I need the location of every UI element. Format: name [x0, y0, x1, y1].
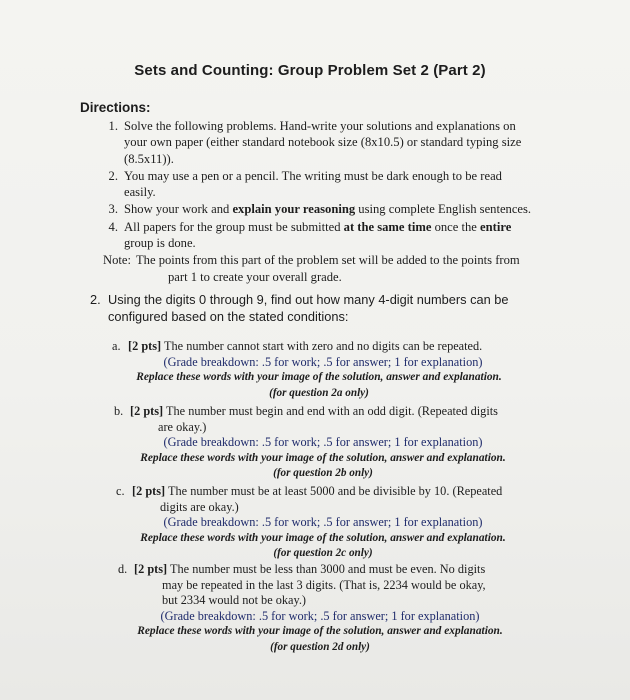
question-2a: a. [2 pts] The number cannot start with zero and no digits can be repeated. (Grade breakdown: .5 for work; .5 for answer; 1 for explanation) Replace these words with your image of the solution, answer and explanation. (for question 2a only): [112, 339, 526, 401]
grade-breakdown: (Grade breakdown: .5 for work; .5 for answer; 1 for explanation): [163, 354, 483, 369]
grade-breakdown: (Grade breakdown: .5 for work; .5 for answer; 1 for explanation): [163, 435, 483, 450]
direction-item: 1. Solve the following problems. Hand-write your solutions and explanations on your own paper (either standard notebook size (8x10.5) or standard typing size (8.5x11)).: [108, 119, 522, 166]
directions-heading: Directions:: [80, 100, 151, 115]
replace-instruction: Replace these words with your image of the solution, answer and explanation.: [140, 451, 506, 464]
directions-note: Note: The points from this part of the problem set will be added to the points from part 1 to create your overall grade.: [103, 253, 520, 284]
replace-instruction: Replace these words with your image of the solution, answer and explanation.: [136, 371, 502, 384]
page-title: Sets and Counting: Group Problem Set 2 (Part 2): [134, 62, 486, 79]
direction-item: 3. Show your work and explain your reasoning using complete English sentences.: [108, 202, 532, 217]
question-scope: (for question 2d only): [270, 640, 370, 653]
grade-breakdown: (Grade breakdown: .5 for work; .5 for answer; 1 for explanation): [163, 515, 483, 530]
replace-instruction: Replace these words with your image of the solution, answer and explanation.: [140, 531, 506, 544]
question-2b: b. [2 pts] The number must begin and end with an odd digit. (Repeated digits are okay.) (Grade breakdown: .5 for work; .5 for answer; 1 for explanation) Replace these words with your image of the solution, answer and explanation. (for question 2b only): [114, 404, 532, 482]
question-scope: (for question 2c only): [273, 547, 373, 560]
question-2: 2. Using the digits 0 through 9, find out how many 4-digit numbers can be configured based on the stated conditions:: [90, 292, 509, 324]
question-2c: c. [2 pts] The number must be at least 5000 and be divisible by 10. (Repeated digits are okay.) (Grade breakdown: .5 for work; .5 for answer; 1 for explanation) Replace these words with your image of the solution, answer and explanation. (for question 2c only): [116, 484, 530, 562]
direction-item: 2. You may use a pen or a pencil. The writing must be dark enough to be read easily.: [108, 168, 502, 200]
grade-breakdown: (Grade breakdown: .5 for work; .5 for answer; 1 for explanation): [160, 608, 480, 623]
replace-instruction: Replace these words with your image of the solution, answer and explanation.: [137, 625, 503, 638]
question-scope: (for question 2b only): [273, 467, 373, 480]
question-scope: (for question 2a only): [269, 386, 369, 399]
question-2d: d. [2 pts] The number must be less than 3000 and must be even. No digits may be repeated in the last 3 digits. (That is, 2234 would be okay, but 2334 would not be okay.) (Grade breakdown: .5 for work; .5 for answer; 1 for explanation) Replace these words with your image of the solution, answer and explanation. (for question 2d only): [118, 562, 522, 656]
direction-item: 4. All papers for the group must be submitted at the same time once the entire group is done.: [108, 219, 512, 251]
directions-list: [90, 118, 540, 285]
